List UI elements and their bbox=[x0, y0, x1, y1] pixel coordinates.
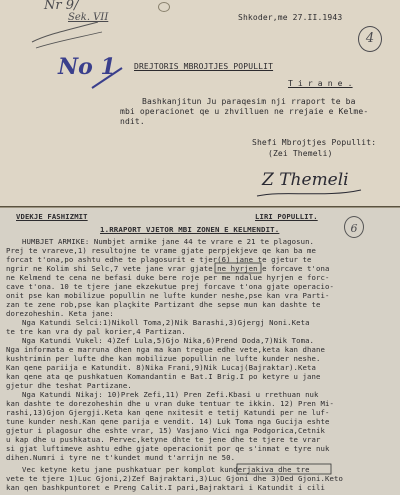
signature-name: (Zei Themeli) bbox=[268, 149, 333, 158]
report-line: dorezoheshin. Keta jane: bbox=[6, 309, 114, 318]
pencil-scribble-icon bbox=[28, 12, 108, 52]
pencil-box-icon bbox=[214, 262, 262, 274]
blue-ink-stroke-icon bbox=[88, 62, 128, 92]
place-and-date: Shkoder,me 27.II.1943 bbox=[238, 13, 343, 22]
letter-body-line-1: Bashkanjitun Ju paraqesim nji rraport te ba bbox=[142, 97, 356, 106]
report-line: Kan qene pariija e Katundit. 8)Nika Frani,9)Nik Lucaj(Bajraktar).Keta bbox=[6, 363, 317, 372]
report-line: Vec ketyne ketu jane pushkatuar per komplot kunderjakiva dhe tre bbox=[22, 465, 310, 474]
report-line: HUMBJET ARMIKE: Numbjet armike jane 44 te vrare e 21 te plagosun. bbox=[22, 237, 315, 246]
report-line: kan dashte te dorezoheshin dhe u vran duke tentuar te ikkin. 12) Pren Mi- bbox=[6, 399, 334, 408]
report-line: tune kunder nesh.Kan qene parija e vendit. 14) Luk Toma nga Gucija eshte bbox=[6, 417, 330, 426]
report-title: 1.RRAPORT VJETOR MBI ZONEN E KELMENDIT. bbox=[100, 225, 280, 234]
punch-hole bbox=[158, 2, 170, 12]
report-line: onit pse kan mobilizue popullin ne lufte kunder neshe,pse kan vra Parti- bbox=[6, 291, 330, 300]
report-line: Prej te vrareve,1) resultojne te vrame gjate perpjekjeve qe kan ba me bbox=[6, 246, 317, 255]
report-line: gjetur i plagosur dhe eshte vrar, 15) Vasjano Vici nga Podgorica,Cetnik bbox=[6, 426, 326, 435]
addressee: DREJTORIS MBROJTJES POPULLIT bbox=[134, 62, 274, 71]
report-line: Nga informata e marruna dhen nga ma kan tregue edhe vete,keta kan dhane bbox=[6, 345, 326, 354]
report-line: gjetur dhe teshat Partizane. bbox=[6, 381, 132, 390]
page-number-circle-report bbox=[344, 216, 364, 238]
handwritten-signature: Z Themeli bbox=[262, 170, 349, 190]
handwritten-number: No 1 bbox=[58, 54, 116, 80]
page-number-text: 4 bbox=[365, 31, 375, 46]
report-line: u kap dhe u pushkatua. Pervec,ketyne dhte te jene dhe te tjere te vrar bbox=[6, 435, 321, 444]
report-line: Nga Katundi Selci:1)Nikoll Toma,2)Nik Barashi,3)Gjergj Noni.Keta bbox=[22, 318, 310, 327]
report-line: Nga Katundi Nikaj: 10)Prek Zefi,11) Pren Zefi.Kbasi u rrethuan nuk bbox=[22, 390, 319, 399]
report-line: kushtrimin per lufte dhe kan mobilizue popullin ne lufte kunder neshe. bbox=[6, 354, 321, 363]
report-line: rashi,13)Gjon Gjergji.Keta kan qene nxitesit e tetij Katundi per ne luf- bbox=[6, 408, 330, 417]
city: T i r a n e . bbox=[288, 79, 353, 88]
report-line: kan qen bashkpuntoret e Preng Calit.I pari,Bajraktari i Katundit i cili bbox=[6, 483, 326, 492]
report-line: si gjat luftimeve ashtu edhe gjate operacionit por qe s'inmat e tyre nuk bbox=[6, 444, 330, 453]
handwritten-section: Sek. VII bbox=[68, 12, 109, 23]
report-line: ngrir ne Kolim shi Selc,7 vete jane vrar gjate ne hyrjen e forcave t'ona bbox=[6, 264, 330, 273]
signature-flourish-icon bbox=[255, 186, 365, 200]
letter-body-line-3: ndit. bbox=[120, 117, 145, 126]
report-page-number: 6 bbox=[350, 222, 358, 235]
report-line: forcat t'ona,po ashtu edhe te plagosurit e tjer(6) jane te gjetur te bbox=[6, 255, 312, 264]
header-right-slogan: LIRI POPULLIT. bbox=[255, 212, 318, 221]
report-line: ne Kelmend te cena ne befasi duke bere roje per me ndalue hyrjen e forc- bbox=[6, 273, 330, 282]
report-line: cave t'ona. 10 te tjere jane ekzekutue prej forcave t'ona gjate operacio- bbox=[6, 282, 334, 291]
report-sheet bbox=[0, 207, 400, 495]
report-line: kan qene ata qe pushkatuen Komandantin e Bat.I Brig.I po ketyre u jane bbox=[6, 372, 321, 381]
header-left-slogan: VDEKJE FASHIZMIT bbox=[16, 212, 88, 221]
page-number-circle bbox=[358, 26, 382, 52]
pencil-box-icon bbox=[236, 463, 332, 475]
letter-body-line-2: mbi operacionet qe u zhvilluen ne rrejaie e Kelme- bbox=[120, 107, 369, 116]
signature-title: Shefi Mbrojtjes Popullit: bbox=[252, 138, 377, 147]
report-line: dihen.Numri i tyre ne t'kundet mund t'arrijn ne 50. bbox=[6, 453, 236, 462]
report-line: te tre kan vra dy pal korier,4 Partizan. bbox=[6, 327, 186, 336]
report-line: zan te zene rob,pse kan plaçkite Partizant dhe sepse mun kan dashte te bbox=[6, 300, 321, 309]
report-line: vete te tjere 1)Luc Gjoni,2)Zef Bajraktari,3)Luc Gjoni dhe 3)Ded Gjoni.Keto bbox=[6, 474, 343, 483]
report-line: Nga Katundi Vukel: 4)Zef Lula,5)Gjo Nika,6)Prend Doda,7)Nik Toma. bbox=[22, 336, 315, 345]
cover-letter-sheet bbox=[0, 0, 400, 206]
handwritten-reference: Nr 9/ bbox=[44, 0, 79, 13]
